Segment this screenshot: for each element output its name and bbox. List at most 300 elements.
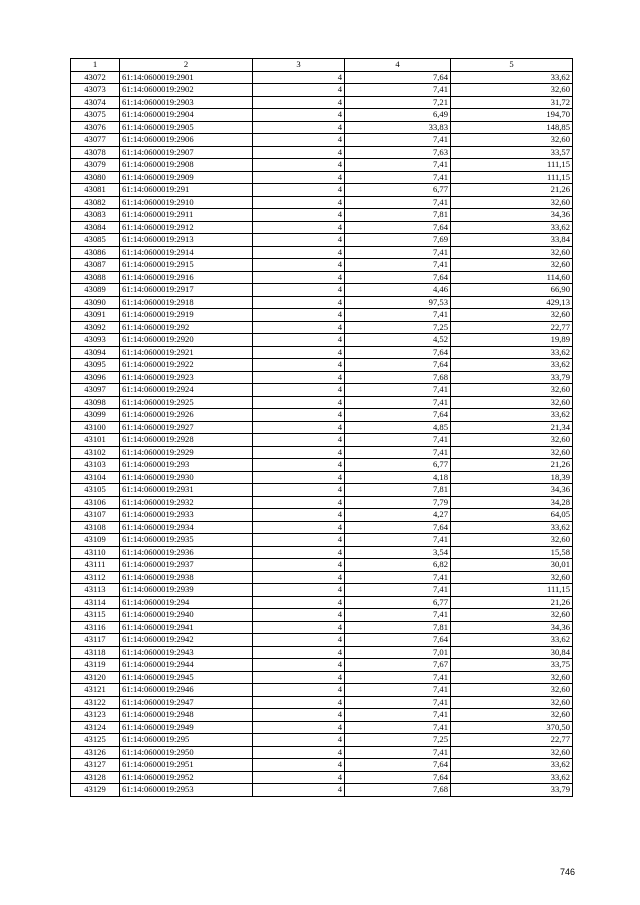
table-cell-col-3: 4	[253, 746, 345, 759]
table-cell-col-3: 4	[253, 771, 345, 784]
table-cell-col-5: 33,62	[451, 759, 573, 772]
table-cell-col-1: 43083	[71, 209, 120, 222]
table-row	[71, 459, 573, 472]
table-cell-col-1: 43081	[71, 184, 120, 197]
table-cell-col-5: 33,62	[451, 634, 573, 647]
table-row	[71, 346, 573, 359]
table-cell-col-4: 7,41	[345, 384, 451, 397]
table-cell-col-4: 6,82	[345, 559, 451, 572]
table-cell-col-2: 61:14:0600019:2907	[120, 146, 253, 159]
table-body	[71, 59, 573, 797]
table-cell-col-3: 4	[253, 134, 345, 147]
table-cell-col-2: 61:14:0600019:2945	[120, 671, 253, 684]
table-cell-col-2: 61:14:0600019:2923	[120, 371, 253, 384]
table-cell-col-3: 4	[253, 446, 345, 459]
table-cell-col-4: 7,41	[345, 84, 451, 97]
table-row	[71, 284, 573, 297]
table-cell-col-4: 7,41	[345, 571, 451, 584]
table-cell-col-4: 7,64	[345, 409, 451, 422]
table-row	[71, 296, 573, 309]
table-cell-col-2: 61:14:0600019:2915	[120, 259, 253, 272]
table-cell-col-5: 15,58	[451, 546, 573, 559]
table-cell-col-5: 194,70	[451, 109, 573, 122]
table-cell-col-3: 4	[253, 409, 345, 422]
table-cell-col-3: 4	[253, 784, 345, 797]
table-cell-col-3: 4	[253, 459, 345, 472]
table-cell-col-3: 4	[253, 734, 345, 747]
table-cell-col-4: 7,64	[345, 346, 451, 359]
table-cell-col-3: 4	[253, 596, 345, 609]
table-cell-col-4: 6,77	[345, 596, 451, 609]
table-cell-col-5: 33,84	[451, 234, 573, 247]
table-row	[71, 471, 573, 484]
table-cell-col-4: 7,81	[345, 484, 451, 497]
table-cell-col-4: 7,41	[345, 196, 451, 209]
table-cell-col-2: 61:14:0600019:2948	[120, 709, 253, 722]
table-cell-col-5: 22,77	[451, 321, 573, 334]
table-cell-col-4: 7,41	[345, 721, 451, 734]
table-cell-col-2: 61:14:0600019:2918	[120, 296, 253, 309]
table-cell-col-2: 61:14:0600019:2933	[120, 509, 253, 522]
table-cell-col-4: 7,64	[345, 521, 451, 534]
table-cell-col-2: 61:14:0600019:2942	[120, 634, 253, 647]
table-cell-col-2: 61:14:0600019:2922	[120, 359, 253, 372]
table-row	[71, 496, 573, 509]
table-cell-col-2: 61:14:0600019:2926	[120, 409, 253, 422]
table-cell-col-1: 43104	[71, 471, 120, 484]
table-cell-col-3: 4	[253, 496, 345, 509]
table-cell-col-1: 43114	[71, 596, 120, 609]
table-cell-col-3: 4	[253, 396, 345, 409]
table-row	[71, 234, 573, 247]
table-cell-col-1: 43123	[71, 709, 120, 722]
header-cell-2: 2	[120, 59, 253, 72]
table-cell-col-1: 43072	[71, 71, 120, 84]
table-cell-col-3: 4	[253, 196, 345, 209]
table-cell-col-2: 61:14:0600019:2913	[120, 234, 253, 247]
table-cell-col-5: 370,50	[451, 721, 573, 734]
table-row	[71, 721, 573, 734]
table-row	[71, 146, 573, 159]
table-cell-col-2: 61:14:0600019:2905	[120, 121, 253, 134]
table-cell-col-2: 61:14:0600019:2941	[120, 621, 253, 634]
table-cell-col-5: 32,60	[451, 84, 573, 97]
table-cell-col-2: 61:14:0600019:2919	[120, 309, 253, 322]
table-cell-col-5: 148,85	[451, 121, 573, 134]
table-cell-col-3: 4	[253, 659, 345, 672]
table-cell-col-2: 61:14:0600019:2910	[120, 196, 253, 209]
table-cell-col-2: 61:14:0600019:2916	[120, 271, 253, 284]
table-row	[71, 559, 573, 572]
table-cell-col-3: 4	[253, 759, 345, 772]
table-cell-col-1: 43092	[71, 321, 120, 334]
table-cell-col-3: 4	[253, 246, 345, 259]
table-cell-col-5: 32,60	[451, 259, 573, 272]
table-cell-col-2: 61:14:0600019:2949	[120, 721, 253, 734]
table-row	[71, 171, 573, 184]
table-cell-col-3: 4	[253, 484, 345, 497]
table-row	[71, 521, 573, 534]
table-cell-col-4: 7,25	[345, 321, 451, 334]
table-cell-col-2: 61:14:0600019:2932	[120, 496, 253, 509]
table-row	[71, 71, 573, 84]
table-cell-col-4: 3,54	[345, 546, 451, 559]
table-cell-col-2: 61:14:0600019:2929	[120, 446, 253, 459]
table-cell-col-4: 7,64	[345, 221, 451, 234]
table-row	[71, 196, 573, 209]
table-cell-col-3: 4	[253, 384, 345, 397]
table-cell-col-4: 6,77	[345, 184, 451, 197]
table-cell-col-4: 7,64	[345, 771, 451, 784]
table-row	[71, 134, 573, 147]
table-cell-col-3: 4	[253, 634, 345, 647]
table-row	[71, 271, 573, 284]
table-cell-col-5: 33,62	[451, 71, 573, 84]
table-cell-col-5: 34,36	[451, 484, 573, 497]
table-cell-col-3: 4	[253, 584, 345, 597]
table-cell-col-2: 61:14:0600019:2906	[120, 134, 253, 147]
table-cell-col-5: 32,60	[451, 396, 573, 409]
table-cell-col-3: 4	[253, 646, 345, 659]
table-cell-col-1: 43094	[71, 346, 120, 359]
table-cell-col-5: 33,62	[451, 346, 573, 359]
table-cell-col-1: 43099	[71, 409, 120, 422]
header-cell-1: 1	[71, 59, 120, 72]
data-table	[70, 58, 573, 797]
table-cell-col-5: 32,60	[451, 384, 573, 397]
table-cell-col-1: 43108	[71, 521, 120, 534]
table-row	[71, 184, 573, 197]
table-row	[71, 209, 573, 222]
table-row	[71, 746, 573, 759]
table-row	[71, 384, 573, 397]
table-row	[71, 109, 573, 122]
table-cell-col-5: 32,60	[451, 246, 573, 259]
table-cell-col-5: 34,36	[451, 621, 573, 634]
table-cell-col-2: 61:14:0600019:2928	[120, 434, 253, 447]
table-cell-col-4: 6,77	[345, 459, 451, 472]
table-cell-col-1: 43091	[71, 309, 120, 322]
table-row	[71, 596, 573, 609]
table-row	[71, 609, 573, 622]
table-row	[71, 421, 573, 434]
table-cell-col-4: 7,81	[345, 209, 451, 222]
table-cell-col-1: 43111	[71, 559, 120, 572]
table-cell-col-5: 32,60	[451, 696, 573, 709]
table-cell-col-5: 34,36	[451, 209, 573, 222]
table-cell-col-2: 61:14:0600019:294	[120, 596, 253, 609]
table-cell-col-2: 61:14:0600019:2943	[120, 646, 253, 659]
table-cell-col-1: 43076	[71, 121, 120, 134]
table-cell-col-4: 7,63	[345, 146, 451, 159]
table-cell-col-1: 43086	[71, 246, 120, 259]
table-cell-col-4: 7,64	[345, 359, 451, 372]
table-cell-col-2: 61:14:0600019:2908	[120, 159, 253, 172]
table-cell-col-1: 43101	[71, 434, 120, 447]
table-cell-col-2: 61:14:0600019:2934	[120, 521, 253, 534]
table-cell-col-2: 61:14:0600019:2950	[120, 746, 253, 759]
table-cell-col-4: 7,64	[345, 71, 451, 84]
table-cell-col-1: 43106	[71, 496, 120, 509]
table-cell-col-3: 4	[253, 546, 345, 559]
table-row	[71, 409, 573, 422]
table-cell-col-5: 429,13	[451, 296, 573, 309]
table-cell-col-1: 43080	[71, 171, 120, 184]
table-cell-col-2: 61:14:0600019:2940	[120, 609, 253, 622]
table-cell-col-1: 43077	[71, 134, 120, 147]
table-cell-col-2: 61:14:0600019:295	[120, 734, 253, 747]
table-cell-col-5: 33,57	[451, 146, 573, 159]
table-cell-col-3: 4	[253, 696, 345, 709]
table-cell-col-1: 43096	[71, 371, 120, 384]
table-cell-col-1: 43073	[71, 84, 120, 97]
table-cell-col-2: 61:14:0600019:2909	[120, 171, 253, 184]
table-cell-col-2: 61:14:0600019:2901	[120, 71, 253, 84]
table-row	[71, 484, 573, 497]
table-cell-col-4: 7,64	[345, 271, 451, 284]
table-row	[71, 159, 573, 172]
table-cell-col-3: 4	[253, 371, 345, 384]
table-cell-col-3: 4	[253, 559, 345, 572]
table-cell-col-1: 43121	[71, 684, 120, 697]
table-cell-col-5: 33,79	[451, 784, 573, 797]
table-cell-col-5: 30,84	[451, 646, 573, 659]
table-cell-col-2: 61:14:0600019:2952	[120, 771, 253, 784]
table-cell-col-5: 22,77	[451, 734, 573, 747]
table-cell-col-3: 4	[253, 159, 345, 172]
table-cell-col-4: 6,49	[345, 109, 451, 122]
table-cell-col-5: 32,60	[451, 671, 573, 684]
table-cell-col-1: 43084	[71, 221, 120, 234]
table-cell-col-1: 43102	[71, 446, 120, 459]
table-cell-col-2: 61:14:0600019:293	[120, 459, 253, 472]
table-cell-col-5: 34,28	[451, 496, 573, 509]
table-cell-col-3: 4	[253, 84, 345, 97]
table-cell-col-5: 32,60	[451, 434, 573, 447]
table-cell-col-2: 61:14:0600019:291	[120, 184, 253, 197]
table-cell-col-3: 4	[253, 209, 345, 222]
table-cell-col-3: 4	[253, 284, 345, 297]
table-cell-col-1: 43085	[71, 234, 120, 247]
table-cell-col-5: 111,15	[451, 159, 573, 172]
header-cell-3: 3	[253, 59, 345, 72]
table-row	[71, 734, 573, 747]
table-cell-col-4: 7,41	[345, 159, 451, 172]
table-cell-col-4: 7,41	[345, 246, 451, 259]
table-cell-col-4: 7,67	[345, 659, 451, 672]
table-row	[71, 334, 573, 347]
table-row	[71, 771, 573, 784]
table-cell-col-4: 7,41	[345, 396, 451, 409]
table-cell-col-1: 43110	[71, 546, 120, 559]
table-cell-col-2: 61:14:0600019:2921	[120, 346, 253, 359]
table-cell-col-5: 111,15	[451, 171, 573, 184]
table-cell-col-2: 61:14:0600019:2917	[120, 284, 253, 297]
table-cell-col-5: 32,60	[451, 309, 573, 322]
table-row	[71, 584, 573, 597]
table-cell-col-5: 33,62	[451, 409, 573, 422]
table-cell-col-3: 4	[253, 346, 345, 359]
table-cell-col-1: 43090	[71, 296, 120, 309]
table-cell-col-5: 33,62	[451, 221, 573, 234]
table-cell-col-1: 43120	[71, 671, 120, 684]
table-row	[71, 309, 573, 322]
table-row	[71, 96, 573, 109]
table-cell-col-3: 4	[253, 571, 345, 584]
table-cell-col-3: 4	[253, 234, 345, 247]
table-cell-col-4: 7,68	[345, 784, 451, 797]
table-cell-col-4: 7,41	[345, 446, 451, 459]
table-cell-col-5: 21,26	[451, 184, 573, 197]
table-cell-col-2: 61:14:0600019:292	[120, 321, 253, 334]
table-cell-col-4: 4,46	[345, 284, 451, 297]
table-cell-col-4: 7,41	[345, 709, 451, 722]
table-cell-col-4: 7,41	[345, 309, 451, 322]
table-cell-col-5: 32,60	[451, 446, 573, 459]
table-cell-col-5: 33,62	[451, 359, 573, 372]
table-cell-col-3: 4	[253, 721, 345, 734]
table-cell-col-3: 4	[253, 221, 345, 234]
table-cell-col-3: 4	[253, 421, 345, 434]
table-cell-col-1: 43075	[71, 109, 120, 122]
table-cell-col-3: 4	[253, 71, 345, 84]
table-cell-col-3: 4	[253, 146, 345, 159]
table-row	[71, 446, 573, 459]
table-cell-col-4: 7,21	[345, 96, 451, 109]
table-cell-col-2: 61:14:0600019:2903	[120, 96, 253, 109]
table-cell-col-3: 4	[253, 709, 345, 722]
table-cell-col-4: 97,53	[345, 296, 451, 309]
table-cell-col-2: 61:14:0600019:2912	[120, 221, 253, 234]
table-cell-col-3: 4	[253, 321, 345, 334]
table-row	[71, 121, 573, 134]
table-cell-col-3: 4	[253, 296, 345, 309]
page-number: 746	[560, 867, 576, 877]
table-cell-col-5: 32,60	[451, 609, 573, 622]
table-cell-col-3: 4	[253, 334, 345, 347]
table-cell-col-2: 61:14:0600019:2938	[120, 571, 253, 584]
table-cell-col-4: 7,69	[345, 234, 451, 247]
table-cell-col-3: 4	[253, 534, 345, 547]
table-cell-col-3: 4	[253, 621, 345, 634]
table-cell-col-5: 21,26	[451, 596, 573, 609]
table-cell-col-2: 61:14:0600019:2931	[120, 484, 253, 497]
table-cell-col-2: 61:14:0600019:2936	[120, 546, 253, 559]
table-cell-col-1: 43098	[71, 396, 120, 409]
table-cell-col-1: 43089	[71, 284, 120, 297]
table-cell-col-1: 43093	[71, 334, 120, 347]
table-row	[71, 571, 573, 584]
table-row	[71, 359, 573, 372]
table-cell-col-4: 7,25	[345, 734, 451, 747]
table-cell-col-3: 4	[253, 471, 345, 484]
table-cell-col-3: 4	[253, 684, 345, 697]
table-cell-col-1: 43126	[71, 746, 120, 759]
table-cell-col-4: 7,41	[345, 259, 451, 272]
table-cell-col-2: 61:14:0600019:2947	[120, 696, 253, 709]
table-cell-col-5: 31,72	[451, 96, 573, 109]
table-row	[71, 321, 573, 334]
table-cell-col-4: 4,52	[345, 334, 451, 347]
table-cell-col-5: 33,75	[451, 659, 573, 672]
table-cell-col-5: 66,90	[451, 284, 573, 297]
table-cell-col-2: 61:14:0600019:2935	[120, 534, 253, 547]
table-cell-col-4: 7,41	[345, 746, 451, 759]
table-cell-col-2: 61:14:0600019:2914	[120, 246, 253, 259]
table-cell-col-3: 4	[253, 521, 345, 534]
table-cell-col-3: 4	[253, 434, 345, 447]
table-cell-col-1: 43118	[71, 646, 120, 659]
table-row	[71, 84, 573, 97]
table-cell-col-5: 33,62	[451, 771, 573, 784]
table-cell-col-2: 61:14:0600019:2911	[120, 209, 253, 222]
table-cell-col-4: 7,41	[345, 434, 451, 447]
table-cell-col-1: 43129	[71, 784, 120, 797]
table-row	[71, 259, 573, 272]
table-cell-col-2: 61:14:0600019:2939	[120, 584, 253, 597]
table-cell-col-4: 7,79	[345, 496, 451, 509]
table-cell-col-1: 43113	[71, 584, 120, 597]
table-cell-col-1: 43074	[71, 96, 120, 109]
table-cell-col-1: 43115	[71, 609, 120, 622]
table-cell-col-3: 4	[253, 96, 345, 109]
table-cell-col-1: 43128	[71, 771, 120, 784]
table-cell-col-3: 4	[253, 184, 345, 197]
table-cell-col-2: 61:14:0600019:2951	[120, 759, 253, 772]
table-cell-col-5: 32,60	[451, 709, 573, 722]
table-cell-col-1: 43079	[71, 159, 120, 172]
table-row	[71, 371, 573, 384]
table-cell-col-5: 30,01	[451, 559, 573, 572]
table-cell-col-3: 4	[253, 671, 345, 684]
table-cell-col-2: 61:14:0600019:2944	[120, 659, 253, 672]
table-cell-col-1: 43082	[71, 196, 120, 209]
table-cell-col-1: 43095	[71, 359, 120, 372]
table-cell-col-4: 33,83	[345, 121, 451, 134]
table-cell-col-3: 4	[253, 509, 345, 522]
table-cell-col-2: 61:14:0600019:2953	[120, 784, 253, 797]
table-cell-col-4: 7,41	[345, 534, 451, 547]
table-cell-col-1: 43097	[71, 384, 120, 397]
table-cell-col-1: 43127	[71, 759, 120, 772]
table-row	[71, 534, 573, 547]
table-cell-col-1: 43124	[71, 721, 120, 734]
table-cell-col-5: 33,62	[451, 521, 573, 534]
table-cell-col-4: 4,27	[345, 509, 451, 522]
table-row	[71, 646, 573, 659]
table-cell-col-5: 64,05	[451, 509, 573, 522]
table-row	[71, 509, 573, 522]
table-cell-col-5: 32,60	[451, 571, 573, 584]
table-cell-col-4: 7,41	[345, 696, 451, 709]
table-cell-col-1: 43088	[71, 271, 120, 284]
table-cell-col-5: 32,60	[451, 134, 573, 147]
table-cell-col-5: 32,60	[451, 534, 573, 547]
table-row	[71, 434, 573, 447]
table-row	[71, 659, 573, 672]
table-cell-col-3: 4	[253, 109, 345, 122]
table-row	[71, 759, 573, 772]
table-cell-col-1: 43078	[71, 146, 120, 159]
header-cell-4: 4	[345, 59, 451, 72]
table-cell-col-1: 43109	[71, 534, 120, 547]
table-cell-col-2: 61:14:0600019:2937	[120, 559, 253, 572]
table-cell-col-2: 61:14:0600019:2930	[120, 471, 253, 484]
table-cell-col-5: 32,60	[451, 746, 573, 759]
table-row	[71, 621, 573, 634]
table-cell-col-2: 61:14:0600019:2904	[120, 109, 253, 122]
table-cell-col-1: 43105	[71, 484, 120, 497]
